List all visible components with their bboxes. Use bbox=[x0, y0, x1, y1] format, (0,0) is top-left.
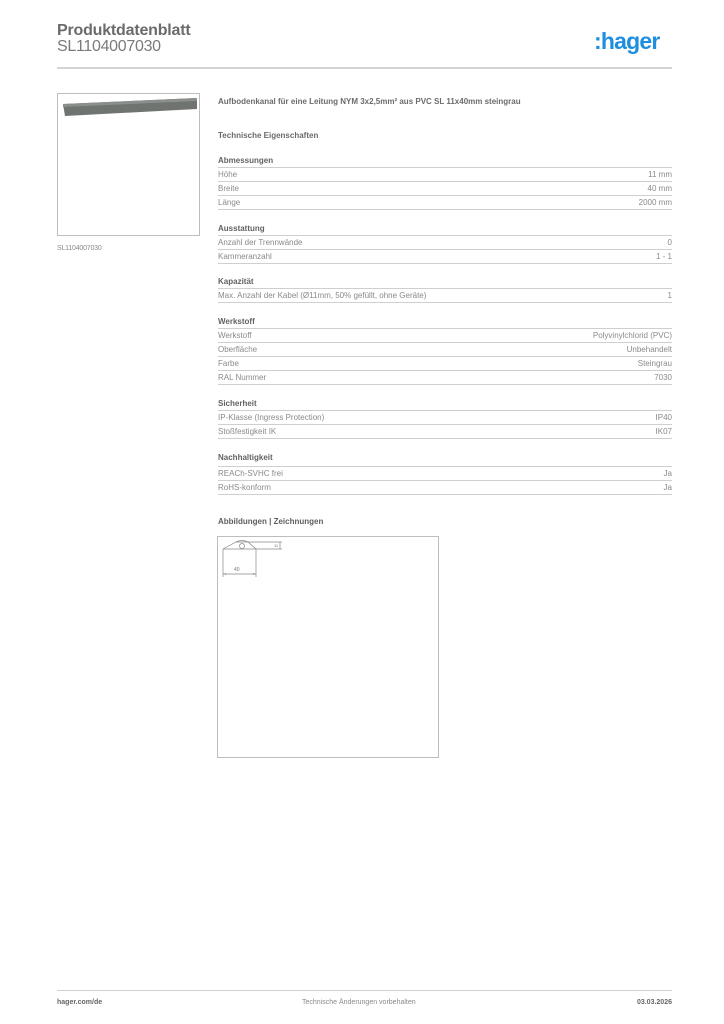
section-capacity bbox=[218, 276, 672, 303]
table-row bbox=[218, 236, 672, 250]
section-heading: Nachhaltigkeit bbox=[218, 451, 672, 467]
row-value: 2000 mm bbox=[638, 198, 672, 207]
footer-website-link[interactable]: hager.com/de bbox=[57, 999, 103, 1006]
footer-divider bbox=[57, 990, 672, 991]
row-label: Kammeranzahl bbox=[218, 252, 272, 261]
row-label: Stoßfestigkeit IK bbox=[218, 427, 277, 436]
footer-date: 03.03.2026 bbox=[636, 999, 672, 1006]
row-label: Höhe bbox=[218, 170, 238, 179]
row-label: Max. Anzahl der Kabel (Ø11mm, 50% gefüllt, ohne Geräte) bbox=[218, 291, 427, 300]
table-row bbox=[218, 481, 672, 495]
table-row bbox=[218, 343, 672, 357]
figures-heading: Abbildungen | Zeichnungen bbox=[218, 517, 324, 526]
row-value: 40 mm bbox=[647, 184, 672, 193]
row-value: IK07 bbox=[655, 427, 672, 436]
row-label: Anzahl der Trennwände bbox=[218, 238, 303, 247]
table-row bbox=[218, 357, 672, 371]
row-label: REACh-SVHC frei bbox=[218, 469, 283, 478]
hager-logo: :hager bbox=[594, 28, 660, 54]
cable-duct-icon bbox=[58, 94, 201, 237]
header-divider bbox=[57, 67, 672, 69]
row-value: Steingrau bbox=[637, 359, 672, 368]
row-label: Länge bbox=[218, 198, 241, 207]
width-dimension-label: 40 bbox=[234, 567, 240, 573]
row-label: Farbe bbox=[218, 359, 239, 368]
section-dimensions bbox=[218, 155, 672, 210]
section-heading: Abmessungen bbox=[218, 155, 672, 168]
product-description: Aufbodenkanal für eine Leitung NYM 3x2,5mm² aus PVC SL 11x40mm steingrau bbox=[218, 97, 521, 106]
table-row bbox=[218, 289, 672, 303]
table-row bbox=[218, 467, 672, 481]
section-material bbox=[218, 316, 672, 385]
row-label: RoHS-konform bbox=[218, 483, 271, 492]
row-value: 1 bbox=[667, 291, 672, 300]
row-value: 1 - 1 bbox=[655, 252, 672, 261]
footer-notice: Technische Änderungen vorbehalten bbox=[302, 999, 416, 1006]
row-value: 7030 bbox=[654, 373, 672, 382]
table-row bbox=[218, 196, 672, 210]
row-label: RAL Nummer bbox=[218, 373, 267, 382]
table-row bbox=[218, 250, 672, 264]
section-equipment bbox=[218, 223, 672, 264]
table-row bbox=[218, 425, 672, 439]
section-heading: Kapazität bbox=[218, 276, 672, 289]
row-value: 0 bbox=[667, 238, 672, 247]
row-value: Ja bbox=[663, 469, 672, 478]
row-value: Polyvinylchlorid (PVC) bbox=[592, 331, 672, 340]
page-title: Produktdatenblatt bbox=[57, 22, 191, 39]
row-value: 11 mm bbox=[648, 170, 672, 179]
product-image bbox=[57, 93, 200, 236]
table-row bbox=[218, 371, 672, 385]
section-heading: Sicherheit bbox=[218, 398, 672, 411]
row-value: Unbehandelt bbox=[626, 345, 672, 354]
row-value: Ja bbox=[663, 483, 672, 492]
section-heading: Werkstoff bbox=[218, 316, 672, 329]
section-heading: Ausstattung bbox=[218, 223, 672, 236]
article-number: SL1104007030 bbox=[57, 38, 161, 55]
row-label: Werkstoff bbox=[218, 331, 252, 340]
table-row bbox=[218, 168, 672, 182]
technical-properties-heading: Technische Eigenschaften bbox=[218, 131, 319, 140]
cross-section-drawing-icon bbox=[218, 537, 440, 759]
row-label: Oberfläche bbox=[218, 345, 258, 354]
row-label: IP-Klasse (Ingress Protection) bbox=[218, 413, 325, 422]
table-row bbox=[218, 411, 672, 425]
product-image-caption: SL1104007030 bbox=[57, 245, 102, 252]
section-safety bbox=[218, 398, 672, 439]
height-dimension-label: 11 bbox=[274, 543, 279, 548]
section-sustainability bbox=[218, 451, 672, 495]
table-row bbox=[218, 329, 672, 343]
technical-drawing bbox=[217, 536, 439, 758]
table-row bbox=[218, 182, 672, 196]
row-label: Breite bbox=[218, 184, 239, 193]
row-value: IP40 bbox=[655, 413, 672, 422]
